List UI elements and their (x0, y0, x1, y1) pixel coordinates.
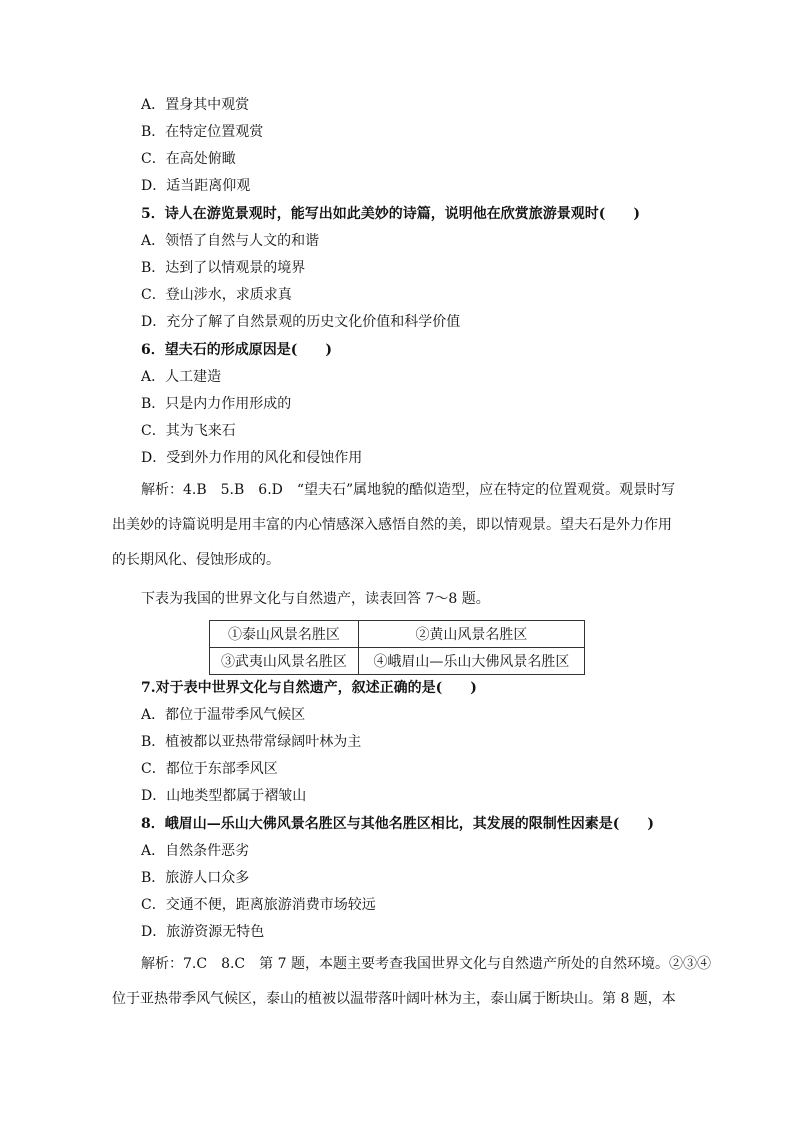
table-intro: 下表为我国的世界文化与自然遗产，读表回答 7～8 题。 (141, 591, 490, 607)
q7-option-a: A．都位于温带季风气候区 (141, 707, 306, 723)
q5-stem: 5．诗人在游览景观时，能写出如此美妙的诗篇，说明他在欣赏旅游景观时( ) (141, 206, 640, 222)
q8-stem: 8．峨眉山—乐山大佛风景名胜区与其他名胜区相比，其发展的限制性因素是( ) (141, 816, 654, 832)
q8-option-a: A．自然条件恶劣 (141, 843, 250, 859)
table-cell: ①泰山风景名胜区 (210, 621, 359, 648)
table-row (210, 648, 585, 675)
table-cell: ②黄山风景名胜区 (358, 621, 584, 648)
q6-option-c: C．其为飞来石 (141, 423, 236, 439)
q7-option-b: B．植被都以亚热带常绿阔叶林为主 (141, 734, 362, 750)
q7-stem: 7.对于表中世界文化与自然遗产，叙述正确的是( ) (141, 680, 477, 696)
q4-option-a: A．置身其中观赏 (141, 97, 250, 113)
table-cell: ③武夷山风景名胜区 (210, 648, 359, 675)
q8-option-c: C．交通不便，距离旅游消费市场较远 (141, 897, 376, 913)
heritage-table (209, 620, 585, 675)
analysis-2-line-2: 位于亚热带季风气候区，泰山的植被以温带落叶阔叶林为主，泰山属于断块山。第 8 题，本 (112, 991, 676, 1007)
q6-option-d: D．受到外力作用的风化和侵蚀作用 (141, 450, 363, 466)
q8-option-d: D．旅游资源无特色 (141, 924, 265, 940)
q6-option-b: B．只是内力作用形成的 (141, 396, 292, 412)
analysis-1-line-1: 解析：4.B 5.B 6.D “望夫石”属地貌的酷似造型，应在特定的位置观赏。观景时写 (141, 482, 676, 498)
q7-option-d: D．山地类型都属于褶皱山 (141, 788, 307, 804)
q4-option-d: D．适当距离仰观 (141, 178, 251, 194)
table-row (210, 621, 585, 648)
table-cell: ④峨眉山—乐山大佛风景名胜区 (358, 648, 584, 675)
q4-option-c: C．在高处俯瞰 (141, 151, 236, 167)
analysis-2-line-1: 解析：7.C 8.C 第 7 题，本题主要考查我国世界文化与自然遗产所处的自然环境。②③④ (141, 956, 711, 972)
q6-option-a: A．人工建造 (141, 369, 222, 385)
q5-option-a: A．领悟了自然与人文的和谐 (141, 233, 320, 249)
q6-stem: 6．望夫石的形成原因是( ) (141, 342, 332, 358)
q8-option-b: B．旅游人口众多 (141, 870, 250, 886)
q5-option-b: B．达到了以情观景的境界 (141, 260, 306, 276)
q5-option-d: D．充分了解了自然景观的历史文化价值和科学价值 (141, 314, 461, 330)
analysis-1-line-3: 的长期风化、侵蚀形成的。 (112, 552, 280, 568)
q7-option-c: C．都位于东部季风区 (141, 761, 278, 777)
q5-option-c: C．登山涉水，求质求真 (141, 287, 292, 303)
analysis-1-line-2: 出美妙的诗篇说明是用丰富的内心情感深入感悟自然的美，即以情观景。望夫石是外力作用 (112, 517, 672, 533)
q4-option-b: B．在特定位置观赏 (141, 124, 264, 140)
